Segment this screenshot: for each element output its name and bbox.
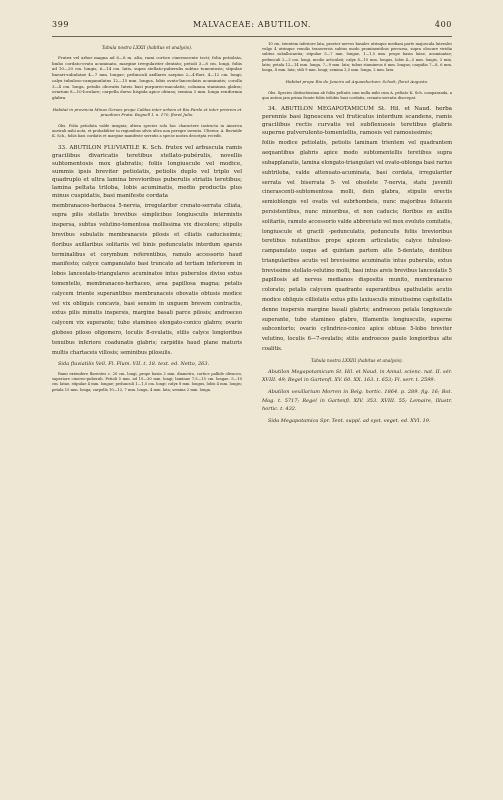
running-title: MALVACEAE: ABUTILON. xyxy=(193,20,311,29)
page-number-left: 399 xyxy=(52,20,70,29)
right-column xyxy=(262,42,452,428)
species-heading-33: 33. ABUTILON FLUVIATILE K. Sch. frutex vel arbuscula ramis gracilibus divaricatis teretibus stellato-pubérulis, novellis subtomentosis mox glabratis; foliis longiuscule vel modice, summis ipsis breviter petiolatis, petiolis duplo vel triplo vel quadruplo et ultra lamina brevioribus puberulis striatis teretibus; lamina peltata triloba, lobis acuminatis, medio productis plus minus cuspidatis, basi manifeste cordata xyxy=(52,144,242,199)
measurements-continued: 10 cm. trientem inferiore lata, praeter nervos basales utrinque mediani parte majuscula laterales vulgo 4 utrinque venulis transversis subtus modo prominentibus percursa, supra obscure viridia subtus subalbicantia; stipulae 5—7 mm. longae, 1—1,5 mm. prope basin latae, acuminatae; pedunculi 2—3 cm. longi, medio articulati; calyx 8—10 mm. longus, lobis 4—5 mm. longis, 3 mm. latis; petala 12—14 mm. longa, 7—9 mm. lata; tubus stamineus 6 mm. longus; carpidia 7—8, 6 mm. longa, 4 mm. lata; stili 9 mm. longi; semina 2,5 mm. longa, 2 mm. lata. xyxy=(262,42,452,73)
synonym-reference-34a: Abutilon Megapotamicum St. Hil. et Naud. in Annal. scienc. nat. II. sér. XVIII. 49; Regel in Gartenfl. XV. 60. XX. 163. t. 653; Fl. serr. t. 2599. xyxy=(262,368,452,384)
measurements-paragraph: Rami extendere florentes c. 20 cm. longi, prope basin 2 mm. diametro, cortice pallide olivaceo, superiore cinereo-puberuli. Petioli 5 mm. ad 10—30 mm. longi; laminae 7,5—15 cm. longae, 5—10 cm. latae, stipulae 4 mm. longae; pedunculi 1—1,5 cm. longi; calyx 8 mm. longus, lobis 4 mm. longis; petala 15 mm. longa; carpella 10—12, 7 mm. longa, 4 mm. lata; semina 2 mm. longa. xyxy=(52,371,242,392)
plate-caption-left: Tabula nostra LXXII (habitus et analysis). xyxy=(101,46,193,51)
observation-note-2: Obs. Species distinctissima ab foliis peltatis cum nulla mihi cum A. peltato K. Sch. comparanda, a qua autem jam prima fronte foliis trilobis basi cordatis, crenato-serratis discrepat. xyxy=(262,90,452,101)
habitat-note-2: Habitat prope Rio de Janeiro ad Aquaeductum: Schott, floret Augusto. xyxy=(285,79,429,85)
habitat-note: Habitat in provincia Minas Geraes prope Caldas inter urbem et Rio Pardo et inter priorem et praedium Prata: Regnell I. n. 170, floret Julio. xyxy=(52,106,242,118)
left-column xyxy=(52,42,242,395)
header-rule xyxy=(52,36,452,37)
species-description-34: foliis modice petiolatis, petiolis laminam trientem vel quadrantem aequantibus glabris apice modo subtomentellis teretibus supra subapplanatis, lamina elongato-triangulari vel ovato-oblonga basi rarius subtriloba, valde attenuato-acuminata, basi cordata, irregulariter serrata vel biserrata 5- vel obsolete 7-nervia, statu juvenili cinerascenti-subtomentosa molli, dein glabra, stipulis erectis semioblongis vel ovatis vel subrhombeis, nunc majoribus foliaceis persistentibus, nunc minoribus, et non caducis; floribus ex axillis solitariis, ramulo accessorio valde abbreviato vel mox evoluto comitatis, longiuscule et gracili -pedunculatis, pedunculis foliis brevioribus teretibus nutantibus prope apicem articulatis; calyce tubuloso-campanulato usque ad quintam partem alte 5-dentato, dentibus triangularibus acutis vel brevissime acuminatis intus puberulis, extus brevissime stellato-velutino molli, basi intus areis brevibus lanceolatis 5 papillosis ad nervos medianos dispositis munito, membranaceo colorato; petalis calycem quadrante superantibus spathulatis acutis modice obliquis cilliolatis extus pilis laxiusculis minutissime capitellatis denne inspersis margine basali glabris; androeceo petala longiuscule superante, tubo stamineo glabro, filamentis longiusculis, superne subcontorto; ovario cylindrico-conico apice obtuse 5-lobo breviter velutino, loculis 6—7-ovulatis; stilis androeceo paulo longioribus alte coalitis. xyxy=(262,140,452,353)
synonym-reference-34c: Sida Megapotamica Spr. Tent. suppl. ad syst. veget. ed. XVI. 19. xyxy=(268,417,431,424)
synonym-reference-34b: Abutilon vexillarium Morren in Belg. hortic. 1864. p. 289. fig. 16; Bot. Mag. t. 5717; Regel in Gartenfl. XIV. 353. XVIII. 55; Lemaire, Illustr. hortic. t. 432. xyxy=(262,389,452,413)
observation-note: Obs. Folia petiolata valde insignia; altera species sola hoc charactere instructa in America australi mihi nota, et probabiliter in regionibus silvis ultra non peregre inventa. Ulterior, A. fluviatile K. Sch., foliis basi cordatis et margine manifeste serratis a specie nostra descripta recedit. xyxy=(52,124,242,139)
species-heading-34: 34. ABUTILON MEGAPOTAMICUM St. Hil. et Naud. herba perennis basi lignescens vel fruticulus interdum scandens, ramis gracilibus rectis curvatis vel subflexuosis teretibus glabris superne pulverulento-tomentellis, ramosis vel ramosissimis; xyxy=(262,106,452,137)
species-description-33: membranaceo-herbacea 5-nervia, irregulariter crenato-serrata ciliata, supra pilis stellatis brevibus simplicibus longiusculis intermixtis inspersa, subtus velutino-tomentosa mollissima vix discolore; stipulis brevibus subulatis membranaceis pilosis et ciliatis caducissimis; floribus axillaribus solitariis vel binis pedunculatis interdum sparsis terminalibus et corymbum referentibus, ramulo accessorio haud manifesto; calyce campanulato basi truncato ad tertiam inferiorem in lobos lanceolato-triangulares acuminatos intus puberulos diviso extus tomentello, membranaceo-herbaceo, area papillosa magna; petalis calycem triente superantibus membranaceis obovatis obtusis modice vel vix obliquis concavis, basi sensim in unguem brevem contractis, extus pilis minutis inspersis, margine basali parce pilosis; androeceo calycem vix superante; tubo stamineo elongato-conico glabro; ovario globoso piloso oligomero, loculis 8-ovulatis, stilis calyce longioribus tenuibus inferiore coadunatis glabris; carpidiis haud plane maturis multis chartaceis villosis; seminibus pilosulis. xyxy=(52,202,242,356)
synonym-reference-33: Sida fluviatilis Vell. Fl. Flum. VII. t. 18. text. ed. Netto, 263. xyxy=(58,361,210,368)
running-header xyxy=(52,20,452,34)
plate-caption-right: Tabula nostra LXXIII (habitus et analysis). xyxy=(311,358,403,364)
page-number-right: 400 xyxy=(434,20,452,29)
description-paragraph: Frutex vel arbor magna ad 6—8 m. alta, rami cortice cinerascente tecti; folia petiolata, limbo cordato-ovato acuminato, margine irregulariter dentato; petioli 3—8 cm. longi, foliis ad 10—20 cm. longis, 6—14 cm. latis, supra stellato-puberulis subtus tomentosis; stipulae lineari-subulatae 4—7 mm. longae; pedunculi axillares saepius 2—4-flori, 4—12 cm. longi; calyx tubuloso-campanulatus 12—15 mm. longus, lobis ovato-lanceolatis acuminatis; corolla 3—4 cm. longa, petalis obovatis luteis basi purpureo-maculatis; columna staminea glabra; ovarium 8—10-loculare; carpella dorso hispida apice obtusa; semina 3 mm. longa reniformia glabra. xyxy=(52,55,242,100)
